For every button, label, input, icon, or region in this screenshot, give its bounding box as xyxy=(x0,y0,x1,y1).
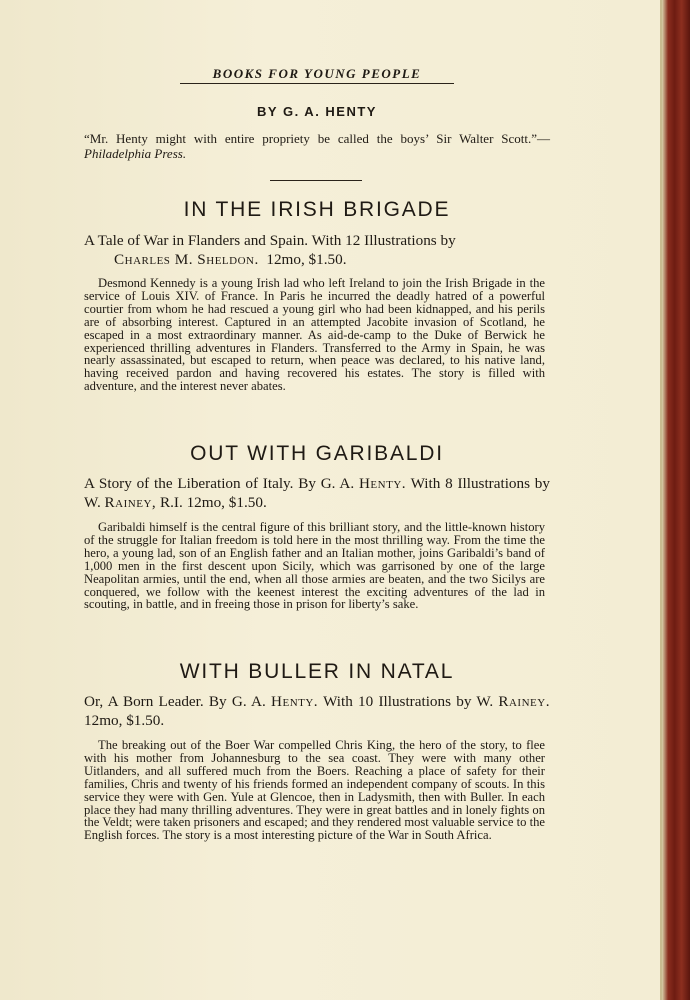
price: 12mo, $1.50. xyxy=(84,712,165,729)
author-name: Henty. xyxy=(271,693,319,710)
illustrator-name: Rainey. xyxy=(498,693,551,710)
subtitle-text-2: With 8 Illustrations by W. xyxy=(84,475,550,511)
subtitle-text: Or, A Born Leader. By G. A. xyxy=(84,693,266,710)
section-divider xyxy=(270,180,362,181)
author-name: Henty. xyxy=(358,475,407,492)
quote-source: Philadelphia Press. xyxy=(84,146,187,161)
book-title-buller-natal: WITH BULLER IN NATAL xyxy=(179,660,455,683)
description-text: Garibaldi himself is the central figure of this brilliant story, and the little-known history of the struggle for Italian freedom is told here in the most thrilling way. From the time the hero, a young lad, son of an English father and an Italian mother, joins Garibaldi’s band of 1,000 men in the first descent upon Sicily, which was garrisoned by one of the large Neapolitan armies, until the end, when all those armies are beaten, and the two Sicilys are conquered, we follow with the keenest interest the exciting adventures of the lad in scouting, in battle, and in freeing those in prison for liberty’s sake. xyxy=(84,520,545,612)
book-description-buller-natal xyxy=(84,739,545,842)
book-title-garibaldi: OUT WITH GARIBALDI xyxy=(190,442,444,465)
quote-text: “Mr. Henty might with entire propriety be called the boys’ Sir Walter Scott.”— xyxy=(84,131,550,146)
book-subtitle-garibaldi xyxy=(84,474,550,512)
subtitle-text-2: With 10 Illustrations by W. xyxy=(323,693,494,710)
book-description-irish-brigade xyxy=(84,277,545,393)
subtitle-line-2 xyxy=(84,250,550,269)
book-title-irish-brigade: IN THE IRISH BRIGADE xyxy=(183,198,451,221)
book-spine xyxy=(662,0,690,1000)
book-subtitle-buller-natal xyxy=(84,692,550,730)
illustrator-name: Charles M. Sheldon. xyxy=(114,251,259,268)
author-heading: BY G. A. HENTY xyxy=(257,104,377,119)
book-subtitle-irish-brigade xyxy=(84,231,550,269)
running-title: BOOKS FOR YOUNG PEOPLE xyxy=(212,66,422,81)
press-quote xyxy=(84,131,550,161)
subtitle-text: A Story of the Liberation of Italy. By G. A. xyxy=(84,475,355,492)
header-rule xyxy=(180,83,454,84)
price: 12mo, $1.50. xyxy=(266,251,347,268)
book-description-garibaldi xyxy=(84,521,545,611)
description-text: Desmond Kennedy is a young Irish lad who left Ireland to join the Irish Brigade in the service of Louis XIV. of France. In Paris he incurred the deadly hatred of a powerful courtier from whom he had rescued a young girl who had been kidnapped, and his perils are of absorbing interest. Captured in an attempted Jacobite invasion of Scotland, he escaped in a most extraordinary manner. As aid-de-camp to the Duke of Berwick he experienced thrilling adventures in Flanders. Transferred to the Army in Spain, he was nearly assassinated, but escaped to return, when peace was declared, to his native land, having received pardon and having recovered his estates. The story is filled with adventure, and the interest never abates. xyxy=(84,276,545,394)
illustrator-name: Rainey, xyxy=(104,494,157,511)
subtitle-text: A Tale of War in Flanders and Spain. With 12 Illustrations by xyxy=(84,232,456,249)
description-text: The breaking out of the Boer War compelled Chris King, the hero of the story, to flee with his mother from Johannesburg to the sea coast. They were with many other Uitlanders, and all suffered much from the Boers. Reaching a place of safety for their families, Chris and twenty of his friends formed an independent company of scouts. In this service they were with Gen. Yule at Glencoe, then in Ladysmith, then with Buller. In each place they had many thrilling adventures. They were in great battles and in lonely fights on the Veldt; were taken prisoners and escaped; and they rendered most valuable service to the English forces. The story is a most interesting picture of the War in South Africa. xyxy=(84,738,545,843)
price: R.I. 12mo, $1.50. xyxy=(160,494,267,511)
